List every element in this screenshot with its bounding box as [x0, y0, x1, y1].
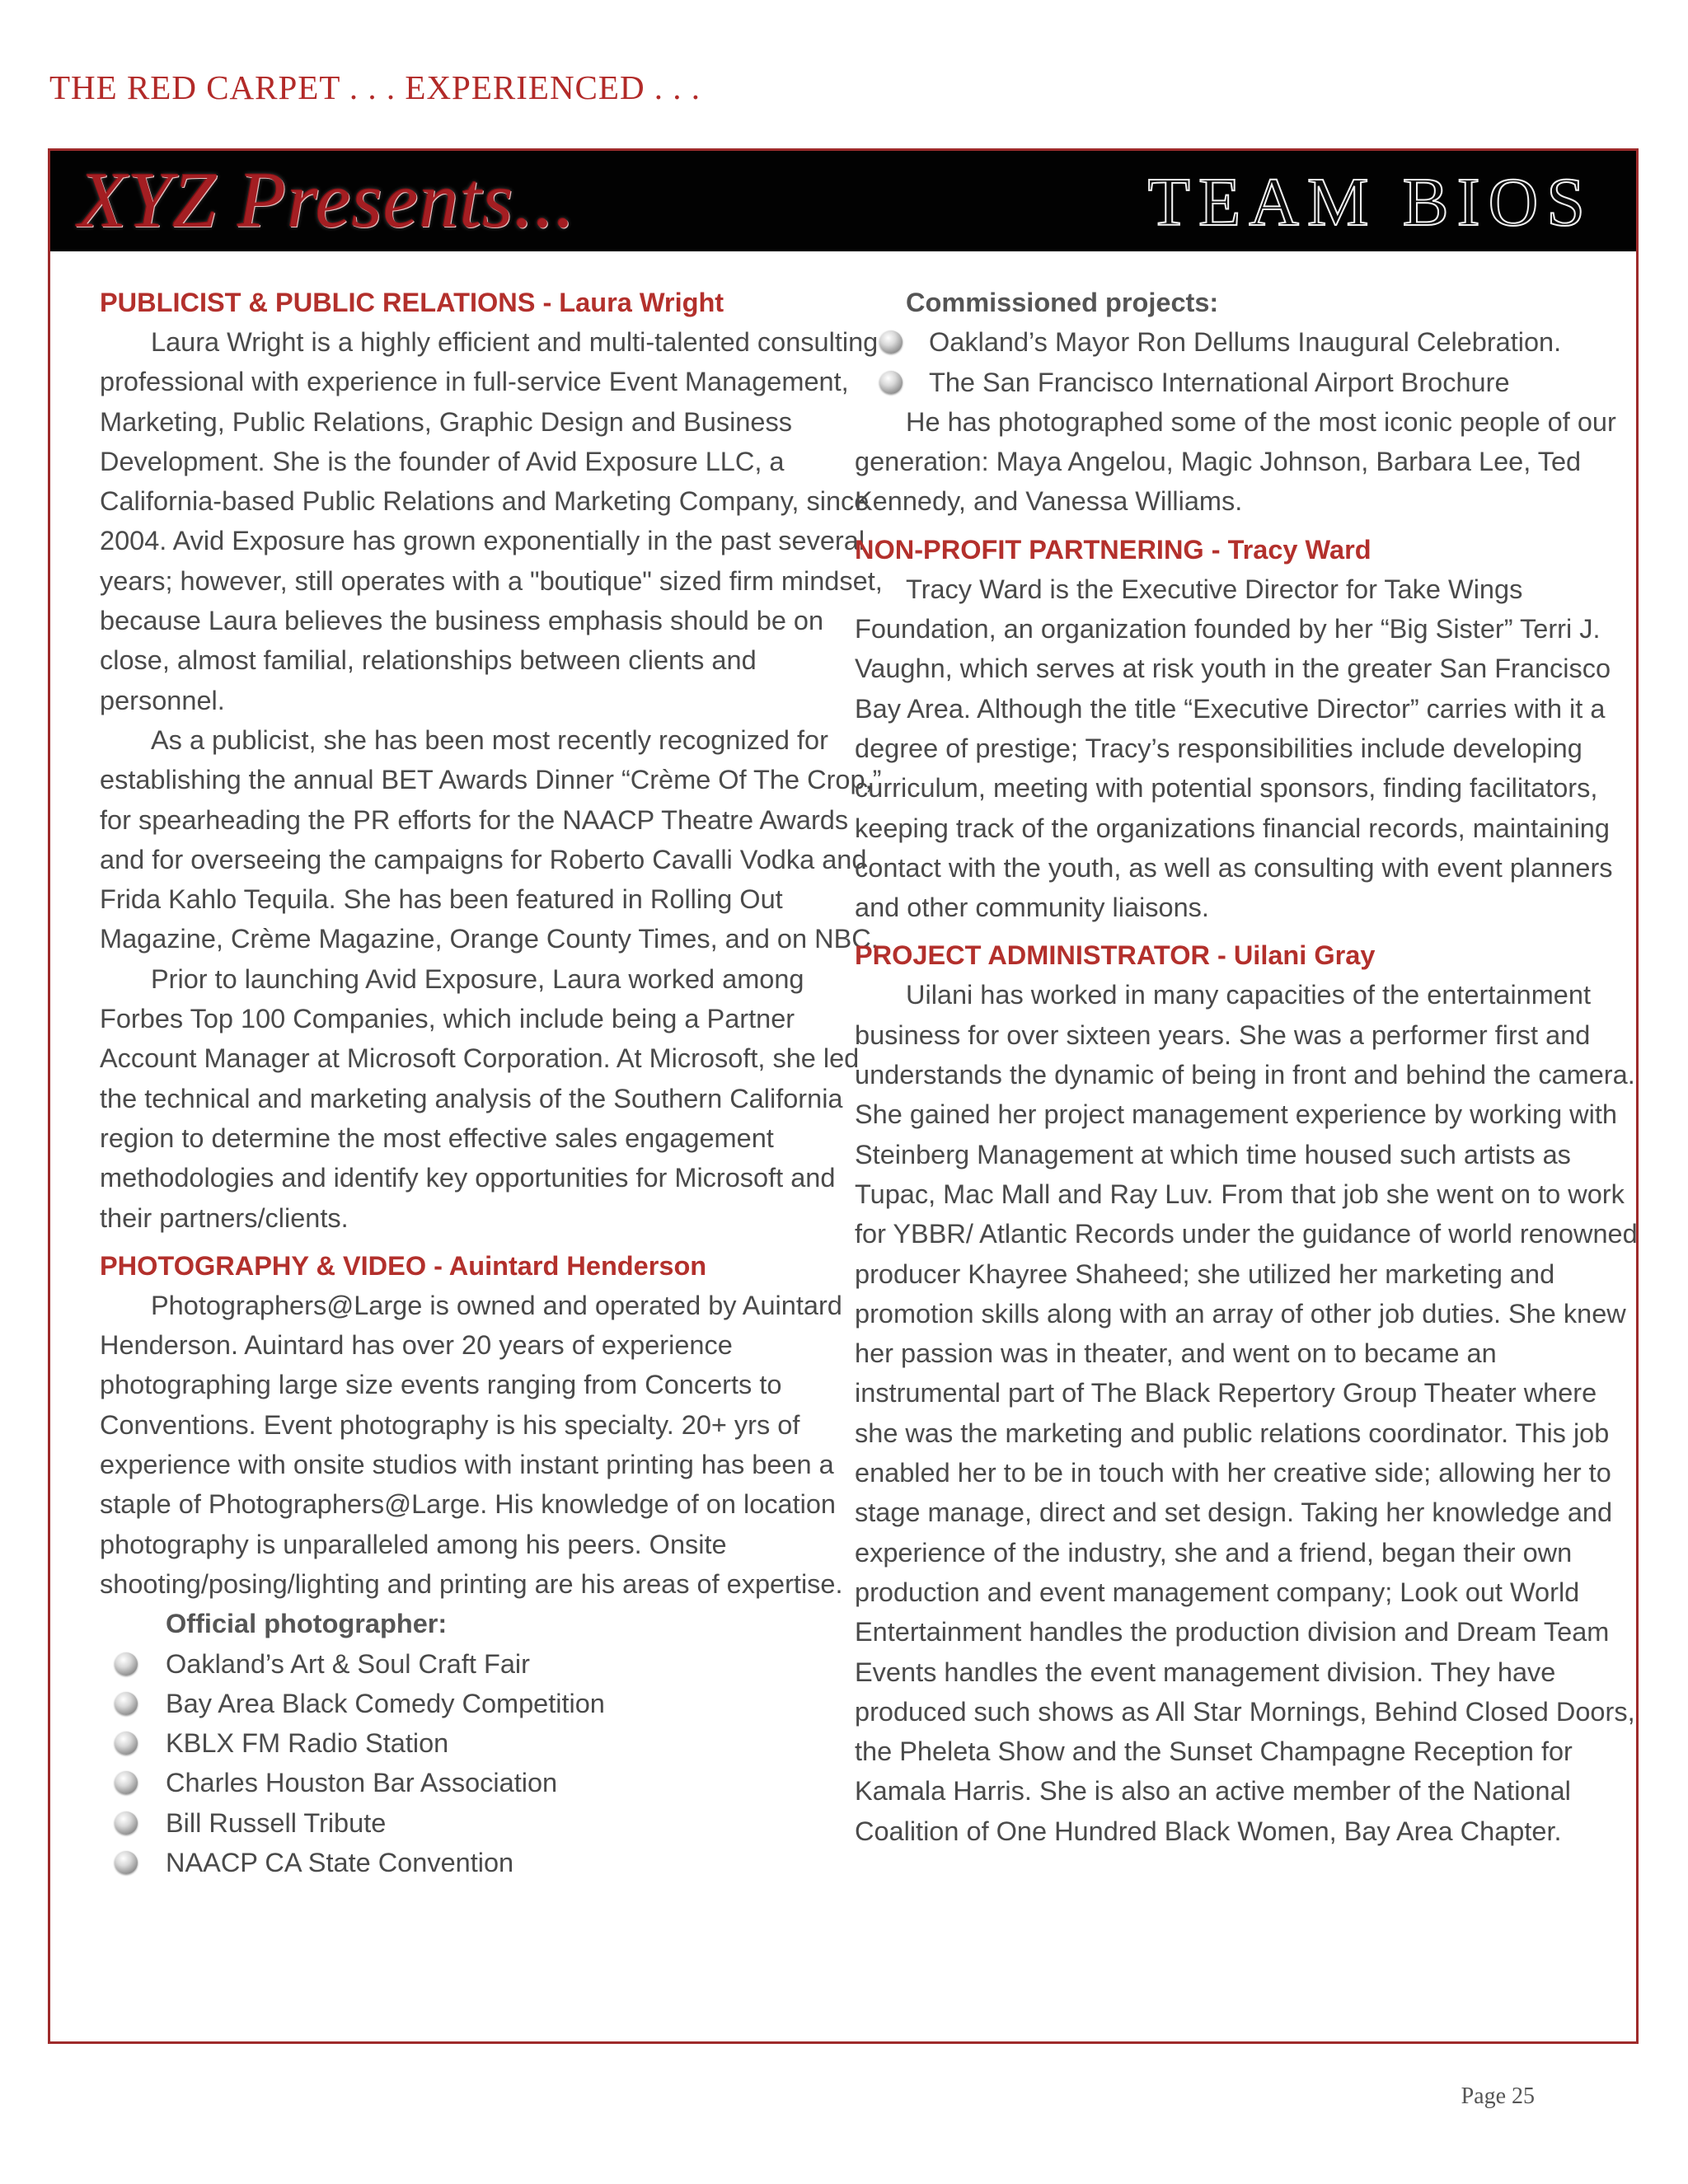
list-item-text: KBLX FM Radio Station: [166, 1728, 449, 1759]
list-item: [855, 363, 1646, 402]
admin-heading: PROJECT ADMINISTRATOR - Uilani Gray: [855, 940, 1376, 971]
section-title: TEAM BIOS: [1147, 164, 1593, 241]
page-kicker: THE RED CARPET . . . EXPERIENCED . . .: [49, 68, 701, 106]
list-item-text: Bill Russell Tribute: [166, 1807, 387, 1838]
bullet-icon: [115, 1652, 138, 1675]
bullet-icon: [879, 371, 903, 394]
title-banner: [50, 151, 1636, 251]
photography-heading: PHOTOGRAPHY & VIDEO - Auintard Henderson: [100, 1250, 707, 1281]
nonprofit-heading: NON-PROFIT PARTNERING - Tracy Ward: [855, 534, 1372, 565]
nonprofit-paragraph: Tracy Ward is the Executive Director for Take Wings Foundation, an organization founded by her “Big Sister” Terri J. Vaughn, which serves at risk youth in the greater San Francisco Bay Area. Although the title “Executive Director” carries with it a degree of prestige; Tracy’s responsibilities include developing curriculum, meeting with potential sponsors, finding facilitators, keeping track of the organizations financial records, maintaining contact with the youth, as well as consulting with event planners and other community liaisons.: [855, 574, 1613, 923]
publicist-paragraph-3: Prior to launching Avid Exposure, Laura worked among Forbes Top 100 Companies, which include being a Partner Account Manager at Microsoft Corporation. At Microsoft, she led the technical and marketing analysis of the Southern California region to determine the most effective sales engagement methodologies and identify key opportunities for Microsoft and their partners/clients.: [100, 963, 860, 1233]
commissioned-projects-list: [855, 322, 1646, 402]
official-photographer-list: [100, 1644, 883, 1883]
photography-paragraph: Photographers@Large is owned and operated by Auintard Henderson. Auintard has over 20 years of experience photographing large size events ranging from Concerts to Conventions. Event photography is his specialty. 20+ yrs of experience with onsite studios with instant printing has been a staple of Photographers@Large. His knowledge of on location photography is unparalleled among his peers. Onsite shooting/posing/lighting and printing are his areas of expertise.: [100, 1290, 843, 1599]
content-frame: [48, 148, 1639, 2044]
list-item: [100, 1684, 883, 1723]
admin-paragraph: Uilani has worked in many capacities of the entertainment business for over sixteen years. She was a performer first and understands the dynamic of being in front and behind the camera. She gained her project management experience by working with Steinberg Management at which time housed such artists as Tupac, Mac Mall and Ray Luv. From that job she went on to work for YBBR/ Atlantic Records under the guidance of world renowned producer Khayree Shaheed; she utilized her marketing and promotion skills along with an array of other job duties. She knew her passion was in theater, and went on to became an instrumental part of The Black Repertory Group Theater where she was the marketing and public relations coordinator. This job enabled her to be in touch with her creative side; allowing her to stage manage, direct and set design. Taking her knowledge and experience of the industry, she and a friend, began their own production and event management company; Look out World Entertainment handles the production division and Dream Team Events handles the event management division. They have produced such shows as All Star Mornings, Behind Closed Doors, the Pheleta Show and the Sunset Champagne Reception for Kamala Harris. She is also an active member of the National Coalition of One Hundred Black Women, Bay Area Chapter.: [855, 980, 1638, 1846]
list-item: [100, 1644, 883, 1684]
publicist-heading: PUBLICIST & PUBLIC RELATIONS - Laura Wright: [100, 288, 724, 317]
right-column: [855, 283, 1646, 1851]
list-item-text: Oakland’s Mayor Ron Dellums Inaugural Celebration.: [929, 327, 1562, 358]
official-photographer-label: Official photographer:: [166, 1609, 448, 1639]
publicist-paragraph-2: As a publicist, she has been most recently recognized for establishing the annual BET Awards Dinner “Crème Of The Crop,” for spearheading the PR efforts for the NAACP Theatre Awards and for overseeing the campaigns for Roberto Cavalli Vodka and Frida Kahlo Tequila. She has been featured in Rolling Out Magazine, Crème Magazine, Orange County Times, and on NBC.: [100, 724, 882, 954]
commissioned-projects-label: Commissioned projects:: [906, 288, 1219, 317]
left-column: [100, 283, 883, 1882]
page-number: Page 25: [1461, 2083, 1535, 2109]
bullet-icon: [115, 1732, 138, 1755]
bullet-icon: [115, 1771, 138, 1794]
list-item-text: Oakland’s Art & Soul Craft Fair: [166, 1648, 530, 1679]
presents-logo: XYZ Presents...: [78, 156, 576, 244]
list-item: [100, 1843, 883, 1882]
list-item: [855, 322, 1646, 362]
bullet-icon: [879, 330, 903, 354]
bullet-icon: [115, 1811, 138, 1835]
photography-continued-paragraph: He has photographed some of the most iconic people of our generation: Maya Angelou, Magic Johnson, Barbara Lee, Ted Kennedy, and Vanessa Williams.: [855, 406, 1616, 517]
list-item-text: Bay Area Black Comedy Competition: [166, 1688, 605, 1718]
publicist-paragraph-1: Laura Wright is a highly efficient and multi-talented consulting professional with experience in full-service Event Management, Marketing, Public Relations, Graphic Design and Business Development. She is the founder of Avid Exposure LLC, a California-based Public Relations and Marketing Company, since 2004. Avid Exposure has grown exponentially in the past several years; however, still operates with a "boutique" sized firm mindset, because Laura believes the business emphasis should be on close, almost familial, relationships between clients and personnel.: [100, 327, 883, 715]
list-item: [100, 1723, 883, 1763]
bullet-icon: [115, 1851, 138, 1874]
list-item-text: NAACP CA State Convention: [166, 1847, 514, 1877]
list-item: [100, 1803, 883, 1843]
bullet-icon: [115, 1692, 138, 1715]
list-item-text: The San Francisco International Airport Brochure: [929, 367, 1510, 397]
list-item-text: Charles Houston Bar Association: [166, 1768, 558, 1798]
list-item: [100, 1763, 883, 1802]
